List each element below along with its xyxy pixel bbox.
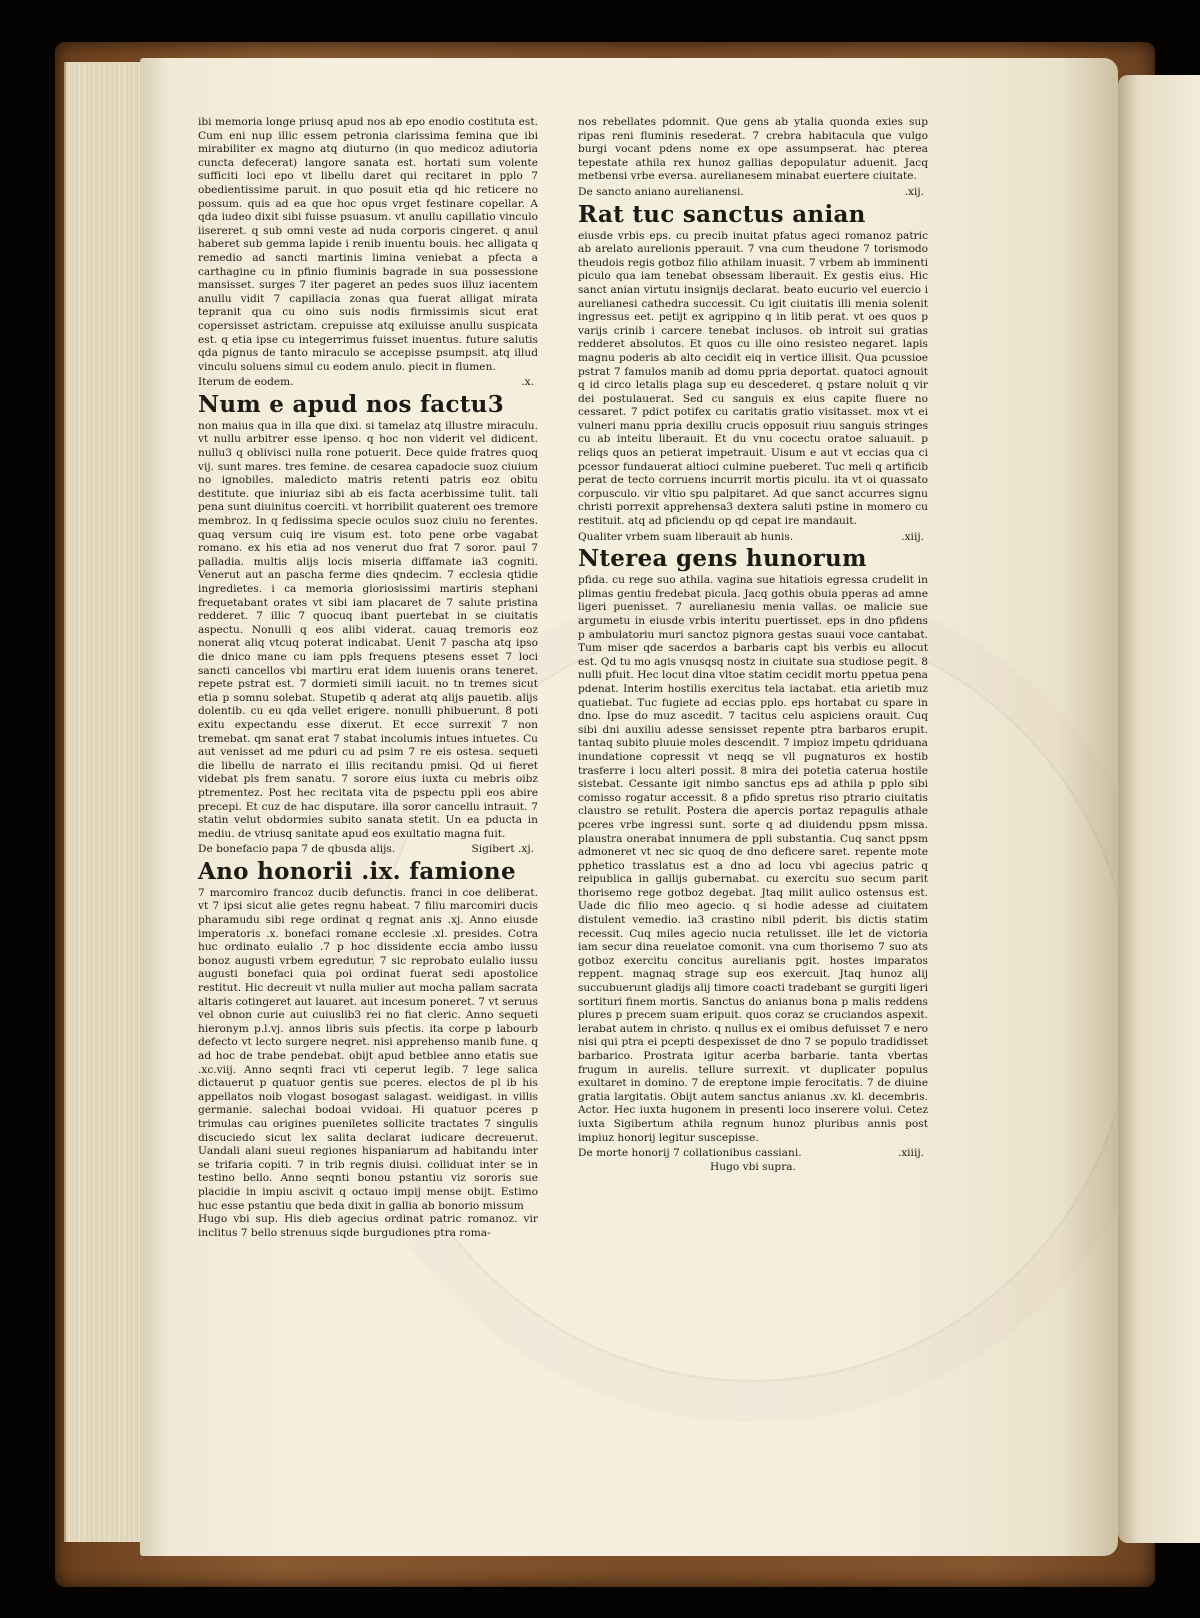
text-paragraph: ibi memoria longe priusq apud nos ab epo enodio costituta est. Cum eni nup illic essem petronia clarissima femina que ibi mirabiliter ex magno atq diuturno (in quo medicoz adiutoria cuncta defecerat) langore sanata est. hortati sum volente sufficiti loci epo vt libellu daret qui recitaret in pplo 7 obedientissime paruit. in quo posuit etia qd hic reticere no possum. quis ad ea que hoc opus vrget festinare copellar. A qda iudeo dixit sibi fuisse psuasum. vt anullu capillatio vinculo iisereret. q sub omni veste ad nuda corporis cingeret. q anul haberet sub gemma lapide i renib inuentu bouis. hec alligata q remedio ad sancti martinis limina veniebat a pfecta a carthagine cu in pfinio fluminis bagrade in sua possessione mansisset. surges 7 iter pageret an pedes suos illuz iacentem anullu vidit 7 capillacia zonas qua fuerat alligat mirata tepranit qua cu oino suis nodis firmissimis sicut erat copersisset astrictam. crepuisse atq exiluisse anullu suspicata est. q etia ipse cu integerrimus fuisset inuentus. future salutis qda pignus de tanto miraculo se accepisse psumpsit. atq illud vinculu soluens simul cu eodem anulo. piecit in flumen. <box>198 116 538 373</box>
left-text-column <box>198 116 538 1240</box>
section-rubric <box>198 376 538 390</box>
chapter-number: .xiij. <box>901 530 924 543</box>
rubric-title: Iterum de eodem. <box>198 376 294 389</box>
chapter-number: .xij. <box>904 185 924 198</box>
text-paragraph: 7 marcomiro francoz ducib defunctis. franci in coe deliberat. vt 7 ipsi sicut alie getes regnu habeat. 7 filiu marcomiri ducis pharamudu sibi rege ordinat q regnat anis .xj. Anno eiusde imperatoris .x. bonefaci romane ecclesie .xl. presides. Cotra huc ordinato eulalio .7 p hoc dissidente eccia ambo iussu bonoz augusti vrbem egredutur. 7 sic reprobato eulalio iussu augusti bonefaci quia poi ordinat fuerat sedi apostolice restitut. Hic decreuit vt nulla mulier aut mocha pallam sacrata altaris cotingeret aut lauaret. aut incesum poneret. 7 vt seruus vel obnon curie aut cuiuslib3 rei no fiat cleric. Anno sequeti hieronym p.l.vj. annos libris suis pfectis. ita corpe p labourb defecto vt lecto surgere neqret. nisi apprehenso manib fune. q ad hoc de trabe pendebat. obijt apud betblee anno etatis sue .xc.viij. Anno seqnti fraci vti ceperut legib. 7 lege salica dictauerut p quatuor gentis sue pceres. electos de pl ib his appellatos noib vlogast bosogast salagast. weidigast. in villis germanie. salechai bodoai vvidoai. Hi quatuor pceres p trimulas cau origines pueniletes sollicite tractates 7 singulis discuciedo sicut lex salita declarat iudicare decreuerut. Uandali alani sueui regiones hispaniarum ad habitandu inter se trifaria copiti. 7 in trib regnis diuisi. colliduat inter se in testino bello. Anno seqnti bonou pstantiu viz sororis sue placidie in impiu ascivit q octauo impij mense obijt. Estimo huc esse pstantiu que beda dixit in gallia ab bonorio missum <box>198 886 538 1212</box>
section-initial-heading: Num e apud nos factu3 <box>198 390 504 418</box>
rubric-title: De sancto aniano aurelianensi. <box>578 185 744 198</box>
text-paragraph: nos rebellates pdomnit. Que gens ab ytalia quonda exies sup ripas reni fluminis resederat. 7 crebra habitacula que vulgo burgi vocant pdens nome ex ope assumpserat. hac pterea tepestate athila rex hunoz gallias depopulatur aduenit. Jacq metbensi vrbe eversa. aurelianesem minabat euertere ciuitate. <box>578 116 928 183</box>
right-text-column <box>578 116 928 1174</box>
text-paragraph: pfida. cu rege suo athila. vagina sue hitatiois egressa crudelit in plimas gentiu fredebat picula. Jacq gothis obuia pperas ad amne ligeri puenisset. 7 aurelianesiu menia vallas. oe malicie sue argumetu in eiusde vrbis interitu puertisset. eps in dno pfidens p ambulatoriu muri sanctoz pignora gestas suaui voce cantabat. Tum miser qde sacerdos a barbaris capt bis verbis eu allocut est. Qd tu mo agis vnusqsq nostz in ciuitate sua studiose pegit. 8 nulli pfuit. Hec locut dina vltoe statim cecidit mortu ppetua pena pdenat. Interim hostilis exercitus tela iactabat. etia arietib muz quatiebat. Tuc fugiete ad eccias pplo. eps hortabat cu spare in dno. Ipse do muz ascedit. 7 tacitus celu aspiciens orauit. Cuq sibi dni auxiliu adesse sensisset repente ptra barbaros erupit. tantaq subito pluuie moles descendit. 7 impioz impetu qdriduana inundatione copressit vt neqq se vll pugnaturos ex hostib trasferre i locu alteri possit. 8 mira dei potetia caterua hostile sistebat. Cessante igit nimbo sanctus eps ad athila p pplo sibi comisso rogatur accessit. 8 a pfido spretus riso ptrario ciuitatis claustro se retulit. Postera die apercis portaz repagulis athale pceres vrbe ingressi sunt. sorte q ad diuidendu ppsm missa. plaustra onerabat innumera de ppli substantia. Cuq sanct ppsm admoneret vt nec sic quoq de dno deficere saret. repente mote pphetico trasslatus est a dno ad locu vbi agecius patric q reipublica in gallijs gubernabat. cu exercitu suo secum parit thorisemo rege gotboz degebat. Jtaq milit aulico ostensus est. Uade dic filio meo agecio. q si hodie adesse ad ciuitatem distulent vemedio. ia3 crastino nibil pderit. bis dictis statim recessit. Cuq miles agecio nucia retulisset. ille let de victoria iam secur dina reuelatoe comonit. vna cum thorisemo 7 suo ats gotboz exercitu concitus aurelianis pgit. hostes imparatos reppent. magnaq strage sup eos exercuit. Jtaq hunoz alij succubuerunt gladijs alij timore coacti tradebant se gurgiti ligeri sortituri finem mortis. Sanctus do anianus bona p malis reddens plures p precem suam eripuit. quos coraz se cruciandos aspexit. lerabat autem in christo. q nullus ex ei omibus defuisset 7 e nero nisi qui ptra ei pcepti despexisset de dno 7 se populo tradidisset barbarico. Prostrata igitur acerba barbarie. tanta vbertas frugum in aurelis. tellure surrexit. vt duplicater populus exultaret in domino. 7 de ereptone impie ferocitatis. 7 de diuine gratia largitatis. Obijt autem sanctus anianus .xv. kl. decembris. Actor. Hec iuxta hugonem in presenti loco inserere volui. Cetez iuxta Sigibertum athila regnum hunoz pluribus annis post impiuz honorij legitur suscepisse. <box>578 574 928 1144</box>
source-note: Hugo vbi supra. <box>710 1160 796 1173</box>
rubric-title: Qualiter vrbem suam liberauit ab hunis. <box>578 530 794 543</box>
text-paragraph: eiusde vrbis eps. cu precib inuitat pfatus ageci romanoz patric ab arelato aurelionis pperauit. 7 vna cum theudone 7 torismodo theudois regis gotboz filio athilam inuasit. 7 vrbem ab imminenti piculo qua iam tenebat obsessam liberauit. Ex gestis eius. Hic sanct anian virtutu insignijs declarat. beato eucurio vel euercio i aurelianesi cathedra successit. Cu igit ciuitatis illi menia solenit ingressus eet. petijt ex agrippino q in litib perat. vt oes quos p varijs crinib i carcere tenebat inclusos. ob introit sui gratias redderet absolutos. Et quos cu ille oino resisteo negaret. lapis magnu poderis ab alto cecidit eiq in vertice illisit. Qua pcussioe pstrat 7 famulos manib ad domu ppria deportat. quatoci agnouit q id circo letalis plaga sup eu descederet. q pstare noluit q vir dei postulauerat. Sed cu sanguis ex eius capite fluere no cessaret. 7 pdict potifex cu caritatis gratio visitasset. mox vt ei vulneri manu ppria dexillu crucis opposuit riuu sanguis stringes cu ab inteitu liberauit. Et du vnu cocectu oratoe saluauit. p reliqs quos an petierat impetrauit. Uisum e aut vt eccias qua ci pcessor fundauerat altioci culmine pueberet. Tuc meli q artificib perat de tecto corruens incurrit mortis piculu. ita vt oi quassato corpusculo. vir vltio spu palpitaret. Ad que sanct accurres signu christi porrexit apprehensa3 dextera saluti pstine in momero cu restituit. atq ad pficiendu op qd cepat ire mandauit. <box>578 229 928 528</box>
section-initial-heading: Ano honorii .ix. famione <box>198 857 516 885</box>
rubric-title: De morte honorij 7 collationibus cassiani. <box>578 1147 802 1160</box>
section-rubric <box>198 843 538 857</box>
section-rubric <box>578 186 928 200</box>
section-initial-heading: Rat tuc sanctus anian <box>578 200 866 228</box>
section-initial-heading: Nterea gens hunorum <box>578 545 867 573</box>
chapter-number: .xiiij. <box>897 1147 924 1160</box>
text-paragraph: non maius qua in illa que dixi. si tamelaz atq illustre miraculu. vt nullu arbitrer esse ipenso. q hoc non viderit vel didicent. nullu3 q oblivisci nulla rone potuerit. Dece quide fratres quoq vij. sunt mares. tres femine. de cesarea capadocie suoz ciuium no ignobiles. maledicto matris retenti patris eoz obitu destitute. que iniuriaz sibi ab eis facta acerbissime tulit. tali pena sunt diuinitus coerciti. vt horribilit quaterent oes tremore membroz. In q fedissima specie oculos suoz ciuiu no ferentes. quaq versum cuiq ire visum est. toto pene orbe vagabat romano. ex his etia ad nos venerut duo frat 7 soror. paul 7 palladia. multis alijs locis miseria diffamate ia3 cogniti. Venerut aut an pascha ferme dies qndecim. 7 ecclesia qtidie ingredietes. i ca memoria gloriosissimi martiris stephani frequetabant orates vt sibi iam placaret de 7 salute pristina redderet. 7 illic 7 quocuq ibant puertebat in se ciuitatis aspectu. Nonulli q eos alibi viderat. cauaq tremoris eoz nonerat aliq vtcuq poterat indicabat. Uenit 7 pascha atq ipso die dnico mane cu iam ppls frequens ptesens esset 7 loci sancti cancellos vbi martiru erat idem iuuenis orans teneret. repete pstrat est. 7 dormieti simili iacuit. no tn tremes sicut etia p somnu solebat. Stupetib q aderat atq alijs pauetib. alijs dolentib. cu eu qda vellet erigere. nonulli phibuerunt. 8 poti exitu expectandu esse dixerut. Et ecce surrexit 7 non tremebat. qm sanat erat 7 stabat incolumis intues intuetes. Cu aut venisset ad me pduri cu ad psim 7 re eis ostesa. sequeti die libellu de narrato ei illis recitandu pmisi. Qd ui fieret videbat pls frem sanatu. 7 sorore eius iuxta cu mebris oibz ptrementez. Post hec recitata vita de pspectu ppli eos abire precepi. Et cuz de hac disputare. illa soror cancellu intrauit. 7 statin velut obdormies subito sanata stetit. Un ea pducta in mediu. de vtriusq sanitate apud eos exultatio magna fuit. <box>198 419 539 840</box>
rubric-title: De bonefacio papa 7 de qbusda alijs. <box>198 843 396 856</box>
section-rubric <box>578 1147 928 1161</box>
facing-page <box>1118 75 1200 1543</box>
chapter-number: Sigibert .xj. <box>471 843 534 856</box>
chapter-number: .x. <box>521 376 534 389</box>
text-paragraph: Hugo vbi sup. His dieb agecius ordinat patric romanoz. vir inclitus 7 bello strenuus siqde burgudiones ptra roma- <box>198 1213 538 1239</box>
section-rubric <box>578 531 928 545</box>
